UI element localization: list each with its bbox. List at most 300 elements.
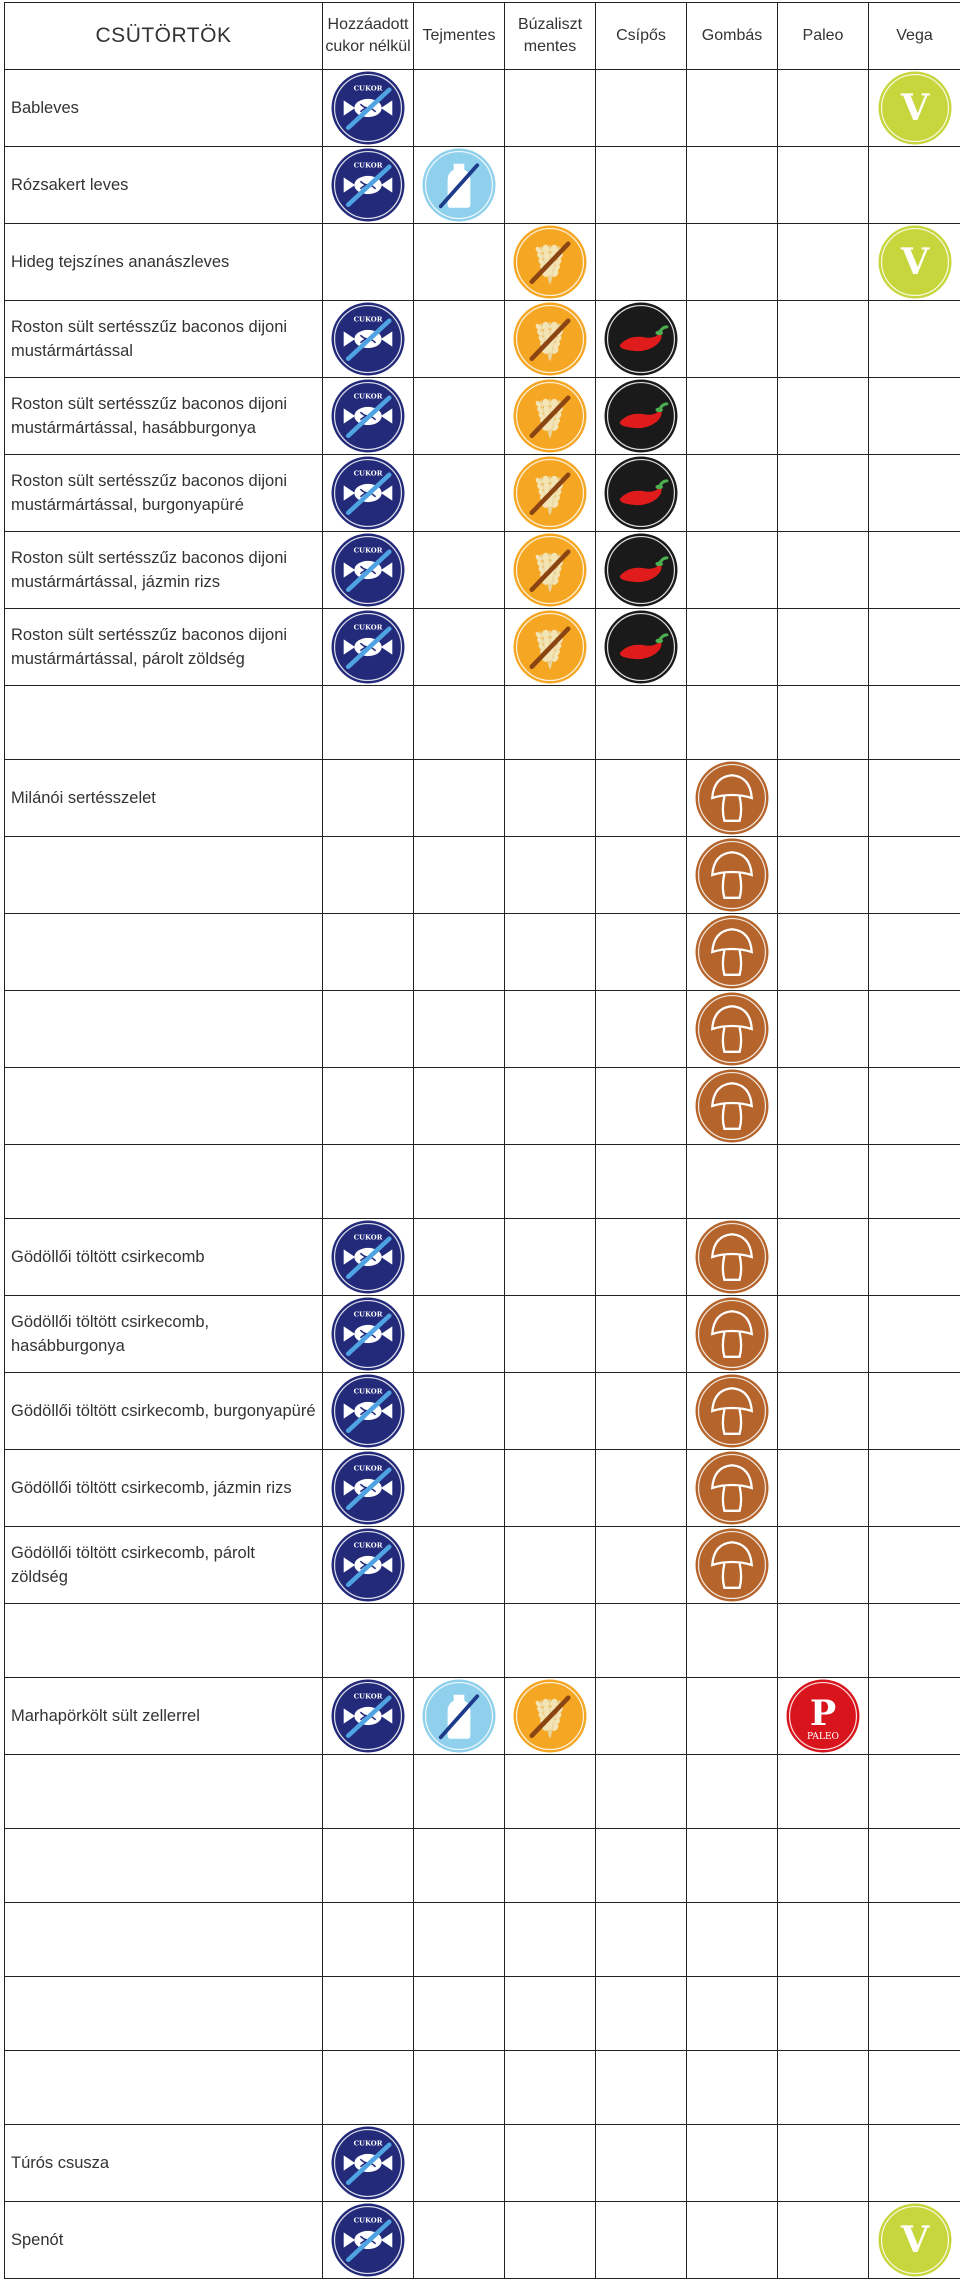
flag-cell-tej (414, 70, 505, 147)
no-added-sugar-icon (330, 455, 406, 531)
flag-cell-paleo (778, 760, 869, 837)
menu-row (5, 609, 960, 686)
flag-cell-cukor (323, 1829, 414, 1903)
menu-row (5, 70, 960, 147)
menu-row (5, 1678, 960, 1755)
svg-text:CUKOR: CUKOR (354, 316, 383, 324)
svg-text:V: V (899, 2218, 929, 2261)
flag-cell-vega (869, 1829, 960, 1903)
flag-cell-cukor (323, 2051, 414, 2125)
flag-cell-buza (505, 2202, 596, 2279)
menu-row (5, 1373, 960, 1450)
menu-row (5, 1755, 960, 1829)
flag-cell-gomba (687, 1219, 778, 1296)
flag-cell-gomba (687, 2202, 778, 2279)
flag-cell-tej (414, 1219, 505, 1296)
column-header-paleo: Paleo (778, 3, 869, 70)
no-added-sugar-icon (330, 1450, 406, 1526)
dish-name: Roston sült sertésszűz baconos dijoni mustármártással, hasábburgonya (5, 378, 323, 455)
flag-cell-csipos (596, 2051, 687, 2125)
svg-text:V: V (899, 86, 929, 129)
flag-cell-vega (869, 760, 960, 837)
dish-name: Spenót (5, 2202, 323, 2279)
flag-cell-buza (505, 1755, 596, 1829)
flag-cell-tej (414, 914, 505, 991)
dish-name (5, 1755, 323, 1829)
wheat-free-icon (512, 301, 588, 377)
dish-name: Roston sült sertésszűz baconos dijoni mustármártással, burgonyapüré (5, 455, 323, 532)
flag-cell-paleo (778, 686, 869, 760)
flag-cell-vega (869, 2125, 960, 2202)
svg-text:P: P (810, 1693, 836, 1734)
dish-name (5, 914, 323, 991)
flag-cell-paleo (778, 1145, 869, 1219)
flag-cell-cukor (323, 455, 414, 532)
no-added-sugar-icon (330, 1219, 406, 1295)
dish-name: Roston sült sertésszűz baconos dijoni mustármártással, párolt zöldség (5, 609, 323, 686)
vegetarian-icon (877, 2202, 953, 2278)
flag-cell-gomba (687, 1450, 778, 1527)
flag-cell-tej (414, 1373, 505, 1450)
flag-cell-gomba (687, 1604, 778, 1678)
dairy-free-icon (421, 1678, 497, 1754)
menu-row (5, 1903, 960, 1977)
chili-pepper-icon (603, 532, 679, 608)
dish-name (5, 1829, 323, 1903)
dish-name: Milánói sertésszelet (5, 760, 323, 837)
flag-cell-tej (414, 224, 505, 301)
no-added-sugar-icon (330, 532, 406, 608)
flag-cell-buza (505, 686, 596, 760)
flag-cell-csipos (596, 1373, 687, 1450)
no-added-sugar-icon (330, 301, 406, 377)
flag-cell-vega (869, 1219, 960, 1296)
flag-cell-buza (505, 1450, 596, 1527)
dish-name: Roston sült sertésszűz baconos dijoni mustármártással (5, 301, 323, 378)
menu-row (5, 2125, 960, 2202)
flag-cell-tej (414, 760, 505, 837)
flag-cell-csipos (596, 301, 687, 378)
wheat-free-icon (512, 455, 588, 531)
wheat-free-icon (512, 1678, 588, 1754)
flag-cell-vega (869, 837, 960, 914)
flag-cell-paleo (778, 2051, 869, 2125)
flag-cell-cukor (323, 378, 414, 455)
flag-cell-gomba (687, 70, 778, 147)
menu-row (5, 1068, 960, 1145)
flag-cell-gomba (687, 837, 778, 914)
flag-cell-cukor (323, 1977, 414, 2051)
flag-cell-paleo (778, 1219, 869, 1296)
flag-cell-csipos (596, 532, 687, 609)
flag-cell-tej (414, 1145, 505, 1219)
flag-cell-paleo (778, 1527, 869, 1604)
flag-cell-buza (505, 1373, 596, 1450)
flag-cell-vega (869, 532, 960, 609)
flag-cell-buza (505, 1829, 596, 1903)
mushroom-icon (694, 1373, 770, 1449)
svg-text:PALEO: PALEO (807, 1732, 839, 1742)
mushroom-icon (694, 760, 770, 836)
flag-cell-tej (414, 455, 505, 532)
flag-cell-gomba (687, 1373, 778, 1450)
flag-cell-buza (505, 1604, 596, 1678)
flag-cell-cukor (323, 760, 414, 837)
flag-cell-vega (869, 2202, 960, 2279)
flag-cell-paleo (778, 378, 869, 455)
flag-cell-paleo (778, 1604, 869, 1678)
flag-cell-tej (414, 2051, 505, 2125)
mushroom-icon (694, 1219, 770, 1295)
flag-cell-buza (505, 1527, 596, 1604)
flag-cell-paleo (778, 301, 869, 378)
menu-row (5, 147, 960, 224)
flag-cell-cukor (323, 609, 414, 686)
flag-cell-tej (414, 301, 505, 378)
flag-cell-tej (414, 1755, 505, 1829)
flag-cell-paleo (778, 1450, 869, 1527)
column-header-csipos: Csípős (596, 3, 687, 70)
no-added-sugar-icon (330, 1373, 406, 1449)
flag-cell-vega (869, 378, 960, 455)
menu-row (5, 1829, 960, 1903)
flag-cell-paleo (778, 914, 869, 991)
svg-text:CUKOR: CUKOR (354, 2140, 383, 2148)
svg-text:V: V (899, 240, 929, 283)
flag-cell-paleo (778, 609, 869, 686)
mushroom-icon (694, 1068, 770, 1144)
svg-text:CUKOR: CUKOR (354, 162, 383, 170)
flag-cell-buza (505, 224, 596, 301)
flag-cell-gomba (687, 1829, 778, 1903)
no-added-sugar-icon (330, 70, 406, 146)
flag-cell-csipos (596, 455, 687, 532)
flag-cell-gomba (687, 1145, 778, 1219)
flag-cell-csipos (596, 224, 687, 301)
dish-name: Hideg tejszínes ananászleves (5, 224, 323, 301)
flag-cell-csipos (596, 837, 687, 914)
flag-cell-tej (414, 1527, 505, 1604)
flag-cell-buza (505, 2051, 596, 2125)
flag-cell-tej (414, 609, 505, 686)
flag-cell-cukor (323, 301, 414, 378)
dish-name (5, 1604, 323, 1678)
flag-cell-cukor (323, 1450, 414, 1527)
column-header-cukor: Hozzáadott cukor nélkül (323, 3, 414, 70)
flag-cell-cukor (323, 1068, 414, 1145)
flag-cell-tej (414, 1678, 505, 1755)
flag-cell-buza (505, 2125, 596, 2202)
flag-cell-cukor (323, 1296, 414, 1373)
flag-cell-tej (414, 1296, 505, 1373)
flag-cell-cukor (323, 1527, 414, 1604)
flag-cell-csipos (596, 1219, 687, 1296)
flag-cell-paleo (778, 147, 869, 224)
mushroom-icon (694, 1296, 770, 1372)
no-added-sugar-icon (330, 147, 406, 223)
flag-cell-paleo (778, 991, 869, 1068)
flag-cell-buza (505, 1903, 596, 1977)
flag-cell-buza (505, 532, 596, 609)
flag-cell-gomba (687, 1903, 778, 1977)
menu-row (5, 760, 960, 837)
flag-cell-buza (505, 378, 596, 455)
no-added-sugar-icon (330, 1527, 406, 1603)
mushroom-icon (694, 914, 770, 990)
dish-name: Túrós csusza (5, 2125, 323, 2202)
paleo-icon (785, 1678, 861, 1754)
flag-cell-cukor (323, 1604, 414, 1678)
menu-row (5, 1145, 960, 1219)
flag-cell-gomba (687, 1527, 778, 1604)
wheat-free-icon (512, 378, 588, 454)
menu-row (5, 1219, 960, 1296)
svg-text:CUKOR: CUKOR (354, 1388, 383, 1396)
flag-cell-csipos (596, 760, 687, 837)
menu-table (4, 2, 960, 2279)
dish-name: Bableves (5, 70, 323, 147)
flag-cell-vega (869, 609, 960, 686)
flag-cell-vega (869, 1068, 960, 1145)
flag-cell-vega (869, 2051, 960, 2125)
flag-cell-tej (414, 1829, 505, 1903)
flag-cell-gomba (687, 914, 778, 991)
flag-cell-tej (414, 1903, 505, 1977)
flag-cell-csipos (596, 1450, 687, 1527)
flag-cell-gomba (687, 1977, 778, 2051)
flag-cell-csipos (596, 1829, 687, 1903)
dish-name (5, 1145, 323, 1219)
wheat-free-icon (512, 224, 588, 300)
dish-name: Rózsakert leves (5, 147, 323, 224)
flag-cell-csipos (596, 1903, 687, 1977)
flag-cell-gomba (687, 1678, 778, 1755)
flag-cell-gomba (687, 147, 778, 224)
flag-cell-paleo (778, 1977, 869, 2051)
dish-name (5, 1977, 323, 2051)
no-added-sugar-icon (330, 1678, 406, 1754)
menu-row (5, 1296, 960, 1373)
menu-row (5, 378, 960, 455)
flag-cell-gomba (687, 455, 778, 532)
flag-cell-vega (869, 70, 960, 147)
menu-row (5, 301, 960, 378)
chili-pepper-icon (603, 455, 679, 531)
flag-cell-csipos (596, 914, 687, 991)
flag-cell-gomba (687, 532, 778, 609)
menu-row (5, 2051, 960, 2125)
flag-cell-buza (505, 837, 596, 914)
flag-cell-cukor (323, 532, 414, 609)
menu-row (5, 837, 960, 914)
flag-cell-csipos (596, 70, 687, 147)
flag-cell-cukor (323, 1145, 414, 1219)
flag-cell-vega (869, 455, 960, 532)
menu-row (5, 224, 960, 301)
svg-text:CUKOR: CUKOR (354, 85, 383, 93)
menu-row (5, 1604, 960, 1678)
flag-cell-cukor (323, 914, 414, 991)
flag-cell-cukor (323, 1373, 414, 1450)
flag-cell-buza (505, 1219, 596, 1296)
flag-cell-buza (505, 1296, 596, 1373)
flag-cell-cukor (323, 2125, 414, 2202)
flag-cell-csipos (596, 378, 687, 455)
menu-row (5, 532, 960, 609)
flag-cell-buza (505, 70, 596, 147)
flag-cell-tej (414, 147, 505, 224)
chili-pepper-icon (603, 609, 679, 685)
column-header-vega: Vega (869, 3, 960, 70)
flag-cell-csipos (596, 1527, 687, 1604)
menu-row (5, 1977, 960, 2051)
dish-name (5, 1903, 323, 1977)
no-added-sugar-icon (330, 2202, 406, 2278)
flag-cell-csipos (596, 686, 687, 760)
flag-cell-paleo (778, 837, 869, 914)
flag-cell-paleo (778, 1068, 869, 1145)
flag-cell-vega (869, 1373, 960, 1450)
mushroom-icon (694, 1450, 770, 1526)
flag-cell-cukor (323, 1219, 414, 1296)
flag-cell-tej (414, 1977, 505, 2051)
flag-cell-paleo (778, 1829, 869, 1903)
svg-text:CUKOR: CUKOR (354, 2217, 383, 2225)
flag-cell-gomba (687, 1068, 778, 1145)
flag-cell-csipos (596, 147, 687, 224)
svg-text:CUKOR: CUKOR (354, 1693, 383, 1701)
flag-cell-tej (414, 1604, 505, 1678)
no-added-sugar-icon (330, 1296, 406, 1372)
flag-cell-csipos (596, 991, 687, 1068)
dish-name: Gödöllői töltött csirkecomb, hasábburgonya (5, 1296, 323, 1373)
svg-text:CUKOR: CUKOR (354, 470, 383, 478)
flag-cell-csipos (596, 1755, 687, 1829)
flag-cell-paleo (778, 455, 869, 532)
flag-cell-tej (414, 1068, 505, 1145)
mushroom-icon (694, 837, 770, 913)
menu-row (5, 1527, 960, 1604)
menu-row (5, 914, 960, 991)
flag-cell-vega (869, 147, 960, 224)
dish-name (5, 2051, 323, 2125)
svg-text:CUKOR: CUKOR (354, 624, 383, 632)
dish-name: Marhapörkölt sült zellerrel (5, 1678, 323, 1755)
flag-cell-buza (505, 1678, 596, 1755)
flag-cell-cukor (323, 1903, 414, 1977)
flag-cell-gomba (687, 686, 778, 760)
menu-body (5, 70, 960, 2279)
menu-row (5, 2202, 960, 2279)
flag-cell-cukor (323, 1755, 414, 1829)
flag-cell-tej (414, 837, 505, 914)
flag-cell-gomba (687, 1296, 778, 1373)
flag-cell-gomba (687, 1755, 778, 1829)
flag-cell-gomba (687, 760, 778, 837)
svg-text:CUKOR: CUKOR (354, 1542, 383, 1550)
flag-cell-cukor (323, 686, 414, 760)
chili-pepper-icon (603, 378, 679, 454)
flag-cell-vega (869, 1527, 960, 1604)
flag-cell-gomba (687, 224, 778, 301)
svg-text:CUKOR: CUKOR (354, 1311, 383, 1319)
flag-cell-paleo (778, 1373, 869, 1450)
header-row (5, 3, 960, 70)
flag-cell-paleo (778, 1678, 869, 1755)
flag-cell-gomba (687, 2125, 778, 2202)
dish-name (5, 686, 323, 760)
flag-cell-tej (414, 378, 505, 455)
flag-cell-paleo (778, 532, 869, 609)
dish-name (5, 837, 323, 914)
dish-name: Gödöllői töltött csirkecomb, jázmin rizs (5, 1450, 323, 1527)
menu-row (5, 455, 960, 532)
flag-cell-csipos (596, 1977, 687, 2051)
day-header: CSÜTÖRTÖK (5, 3, 323, 70)
vegetarian-icon (877, 224, 953, 300)
menu-row (5, 1450, 960, 1527)
column-header-gombas: Gombás (687, 3, 778, 70)
flag-cell-vega (869, 1145, 960, 1219)
dish-name: Gödöllői töltött csirkecomb, burgonyapüré (5, 1373, 323, 1450)
flag-cell-vega (869, 991, 960, 1068)
flag-cell-buza (505, 914, 596, 991)
flag-cell-cukor (323, 70, 414, 147)
flag-cell-cukor (323, 991, 414, 1068)
flag-cell-csipos (596, 1604, 687, 1678)
flag-cell-tej (414, 991, 505, 1068)
svg-text:CUKOR: CUKOR (354, 547, 383, 555)
flag-cell-csipos (596, 2202, 687, 2279)
flag-cell-gomba (687, 2051, 778, 2125)
flag-cell-vega (869, 914, 960, 991)
flag-cell-vega (869, 1755, 960, 1829)
chili-pepper-icon (603, 301, 679, 377)
flag-cell-vega (869, 1604, 960, 1678)
menu-row (5, 991, 960, 1068)
flag-cell-cukor (323, 1678, 414, 1755)
flag-cell-csipos (596, 609, 687, 686)
flag-cell-vega (869, 686, 960, 760)
svg-text:CUKOR: CUKOR (354, 1234, 383, 1242)
flag-cell-cukor (323, 224, 414, 301)
flag-cell-vega (869, 1678, 960, 1755)
flag-cell-csipos (596, 1068, 687, 1145)
no-added-sugar-icon (330, 378, 406, 454)
flag-cell-gomba (687, 378, 778, 455)
flag-cell-buza (505, 991, 596, 1068)
column-header-tejmentes: Tejmentes (414, 3, 505, 70)
vegetarian-icon (877, 70, 953, 146)
flag-cell-vega (869, 1977, 960, 2051)
flag-cell-cukor (323, 837, 414, 914)
flag-cell-paleo (778, 1296, 869, 1373)
flag-cell-buza (505, 1068, 596, 1145)
flag-cell-cukor (323, 2202, 414, 2279)
flag-cell-buza (505, 1977, 596, 2051)
flag-cell-csipos (596, 1145, 687, 1219)
flag-cell-csipos (596, 2125, 687, 2202)
dish-name: Gödöllői töltött csirkecomb, párolt zöldség (5, 1527, 323, 1604)
no-added-sugar-icon (330, 609, 406, 685)
flag-cell-tej (414, 2125, 505, 2202)
wheat-free-icon (512, 532, 588, 608)
flag-cell-csipos (596, 1296, 687, 1373)
mushroom-icon (694, 1527, 770, 1603)
svg-text:CUKOR: CUKOR (354, 393, 383, 401)
flag-cell-cukor (323, 147, 414, 224)
flag-cell-csipos (596, 1678, 687, 1755)
